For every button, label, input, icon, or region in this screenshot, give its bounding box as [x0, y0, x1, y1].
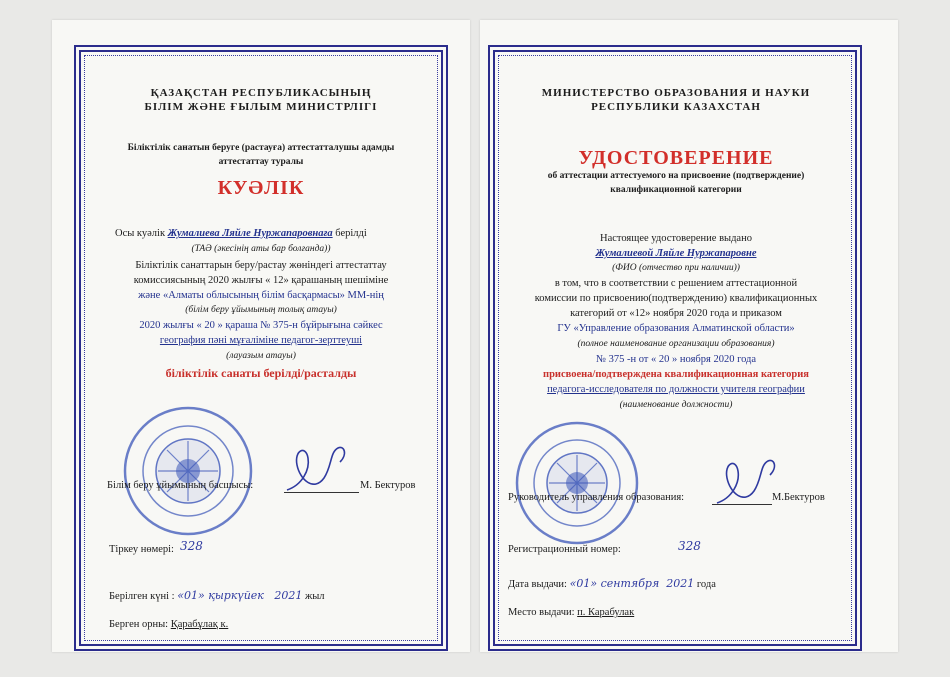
russian-certificate-page: [480, 20, 898, 652]
ru-issued-line: Настоящее удостоверение выдано: [600, 233, 752, 244]
kz-title: КУӘЛІК: [217, 177, 305, 199]
kz-position: география пәні мұғаліміне педагог-зерттеуші: [159, 335, 363, 346]
ornamental-border: [74, 45, 448, 651]
kz-issued-year: 2021: [274, 589, 303, 602]
ru-place-line: [508, 608, 634, 619]
ru-line1: в том, что в соответствии с решением аттестационной: [554, 278, 798, 289]
official-stamp: [514, 420, 640, 546]
official-stamp: [122, 405, 254, 537]
ru-result: присвоена/подтверждена квалификационная категория: [543, 369, 809, 380]
ru-name-note: (ФИО (отчество при наличии)): [612, 263, 740, 273]
kz-recipient: Жумалиева Ляйле Нуржапаровнаға: [167, 228, 333, 239]
ru-reg-label: Регистрационный номер:: [508, 544, 621, 555]
ru-date-suffix: года: [696, 579, 716, 590]
kz-place-line: [109, 620, 228, 631]
ru-date-year: 2021: [666, 577, 695, 590]
ru-title: УДОСТОВЕРЕНИЕ: [578, 147, 774, 169]
kz-subtitle-line1: Біліктілік санатын беруге (растауға) аттестатталушы адамды: [127, 143, 395, 153]
ru-subtitle-line1: об аттестации аттестуемого на присвоение (подтверждение): [547, 171, 805, 181]
kz-org-note: (білім беру ұйымының толық атауы): [185, 305, 337, 315]
ru-subtitle-line2: квалификационной категории: [610, 185, 742, 195]
kz-place-label: Берген орны:: [109, 619, 169, 630]
ru-date-label: Дата выдачи:: [508, 579, 567, 590]
ru-place-label: Место выдачи:: [508, 607, 575, 618]
ru-position: педагога-исследователя по должности учителя географии: [547, 384, 805, 395]
kz-issued-month: қыркүйек: [208, 589, 264, 602]
kz-head-name: М. Бектуров: [360, 480, 416, 491]
kz-commission-line1: Біліктілік санаттарын беру/растау жөніндегі аттестаттау: [135, 260, 387, 271]
ru-head-signature-line: [712, 504, 772, 505]
ru-ministry-line1: МИНИСТЕРСТВО ОБРАЗОВАНИЯ И НАУКИ: [541, 87, 811, 99]
kz-signature: [282, 440, 362, 500]
ru-reg-number: 328: [678, 539, 701, 553]
kz-issued-day: 01: [183, 589, 198, 602]
kz-issued-label: Берілген күні :: [109, 591, 175, 602]
kz-commission-line2: комиссиясының 2020 жылғы « 12» қарашаның шешіміне: [133, 275, 389, 286]
kz-result: біліктілік санаты берілді/расталды: [165, 366, 357, 380]
ru-org-note: (полное наименование организации образования): [577, 339, 775, 349]
kz-issued-suffix: берілді: [335, 228, 367, 239]
ru-line4: ГУ «Управление образования Алматинской области»: [557, 323, 795, 334]
kz-org-line: және «Алматы облысының білім басқармасы» ММ-нің: [138, 290, 384, 301]
ru-head-label: Руководитель управления образования:: [508, 492, 685, 503]
ru-place-value: п. Карабулак: [577, 607, 635, 618]
kz-name-note: (ТАӘ (әкесінің аты бар болғанда)): [191, 244, 331, 254]
kazakh-certificate-page: [52, 20, 470, 652]
kz-head-label: Білім беру ұйымының басшысы:: [107, 480, 254, 491]
kz-issued-suffix: жыл: [305, 591, 325, 602]
kz-issued-prefix: Осы куәлік: [115, 228, 166, 239]
ru-line5: № 375 -н от « 20 » ноября 2020 года: [595, 354, 757, 365]
kz-reg-label: Тіркеу нөмері:: [109, 544, 174, 555]
kz-reg-number: 328: [180, 539, 203, 553]
ru-line3: категорий от «12» ноября 2020 года и приказом: [570, 308, 782, 319]
ru-recipient: Жумалиевой Ляйле Нуржапаровне: [595, 248, 757, 259]
ru-date-line: Дата выдачи: «01» сентября 2021 года: [508, 577, 716, 590]
ru-date-month: сентября: [600, 577, 660, 590]
kz-subtitle-line2: аттестаттау туралы: [218, 157, 304, 167]
ru-line2: комиссии по присвоению(подтверждению) квалификационных: [534, 293, 818, 304]
kz-ministry-line1: ҚАЗАҚСТАН РЕСПУБЛИКАСЫНЫҢ: [150, 87, 372, 99]
kz-head-signature-line: [284, 492, 359, 493]
ru-date-day: 01: [576, 577, 591, 590]
kz-ministry-line2: БІЛІМ ЖӘНЕ ҒЫЛЫМ МИНИСТРЛІГІ: [144, 101, 378, 113]
ru-ministry-line2: РЕСПУБЛИКИ КАЗАХСТАН: [591, 101, 761, 113]
kz-order-line: 2020 жылғы « 20 » қараша № 375-н бұйрығына сәйкес: [139, 320, 383, 331]
ru-position-note: (наименование должности): [619, 400, 733, 410]
kz-issued-line: [115, 229, 367, 240]
kz-place-value: Қарабұлақ к.: [170, 619, 229, 630]
kz-position-note: (лауазым атауы): [226, 351, 296, 361]
kz-issued-date-line: Берілген күні : «01» қыркүйек 2021 жыл: [109, 589, 325, 602]
ru-head-name: М.Бектуров: [772, 492, 825, 503]
